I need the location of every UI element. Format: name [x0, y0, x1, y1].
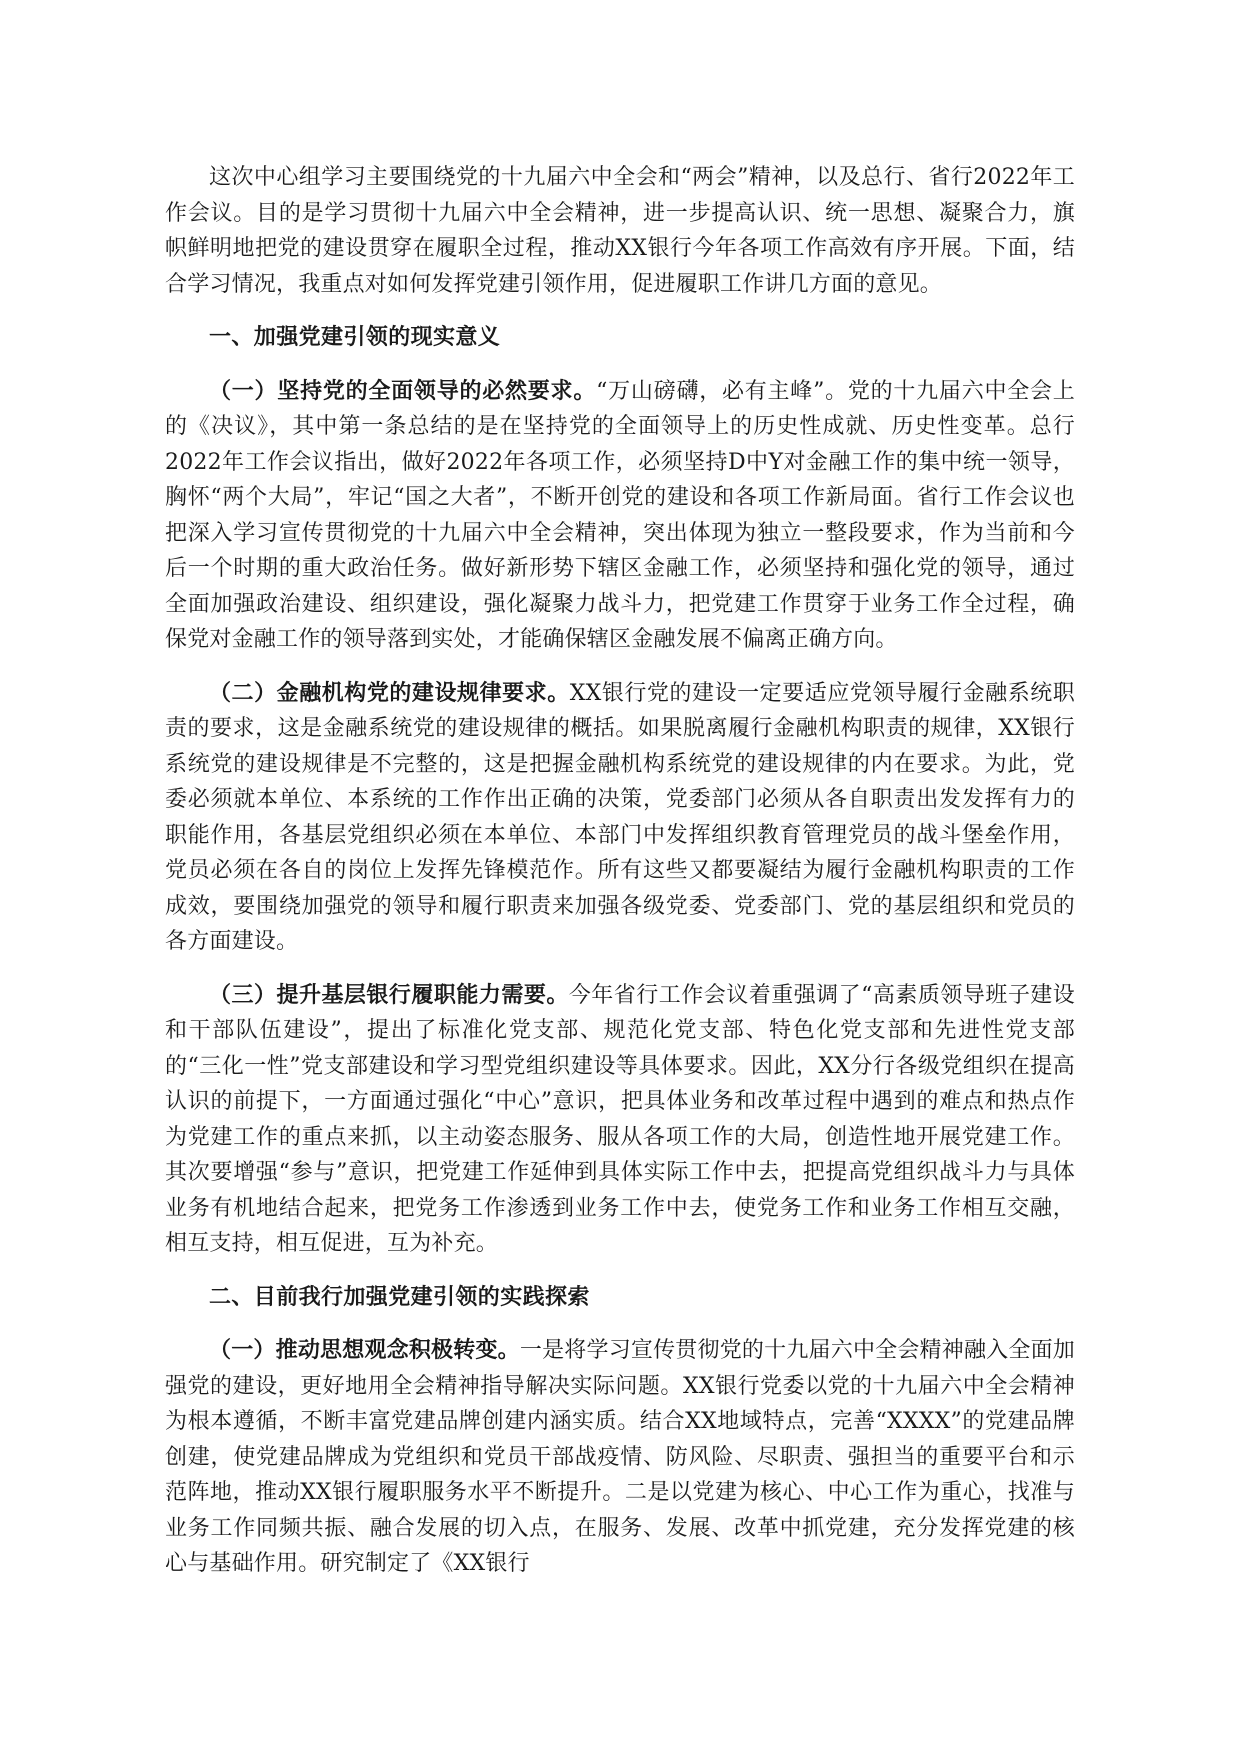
section-2-item-1-body: 一是将学习宣传贯彻党的十九届六中全会精神融入全面加强党的建设，更好地用全会精神指导解决实际问题。XX银行党委以党的十九届六中全会精神为根本遵循，不断丰富党建品牌创建内涵实质。结合XX地域特点，完善“XXXX”的党建品牌创建，使党建品牌成为党组织和党员干部战疫情、防风险、尽职责、强担当的重要平台和示范阵地，推动XX银行履职服务水平不断提升。二是以党建为核心、中心工作为重心，找准与业务工作同频共振、融合发展的切入点，在服务、发展、改革中抓党建，充分发挥党建的核心与基础作用。研究制定了《XX银行 — [165, 1338, 1075, 1576]
section-1-item-1-lead: （一）坚持党的全面领导的必然要求。 — [209, 378, 597, 404]
section-1-item-1 — [165, 374, 1075, 658]
section-1-item-2-body: XX银行党的建设一定要适应党领导履行金融系统职责的要求，这是金融系统党的建设规律的概括。如果脱离履行金融机构职责的规律，XX银行系统党的建设规律是不完整的，这是把握金融机构系统党的建设规律的内在要求。为此，党委必须就本单位、本系统的工作作出正确的决策，党委部门必须从各自职责出发发挥有力的职能作用，各基层党组织必须在本单位、本部门中发挥组织教育管理党员的战斗堡垒作用，党员必须在各自的岗位上发挥先锋模范作。所有这些又都要凝结为履行金融机构职责的工作成效，要围绕加强党的领导和履行职责来加强各级党委、党委部门、党的基层组织和党员的各方面建设。 — [165, 680, 1075, 954]
intro-paragraph: 这次中心组学习主要围绕党的十九届六中全会和“两会”精神，以及总行、省行2022年工作会议。目的是学习贯彻十九届六中全会精神，进一步提高认识、统一思想、凝聚合力，旗帜鲜明地把党的建设贯穿在履职全过程，推动XX银行今年各项工作高效有序开展。下面，结合学习情况，我重点对如何发挥党建引领作用，促进履职工作讲几方面的意见。 — [165, 165, 1075, 297]
section-1-heading: 一、加强党建引领的现实意义 — [209, 325, 501, 350]
section-1-item-1-body: “万山磅礴，必有主峰”。党的十九届六中全会上的《决议》，其中第一条总结的是在坚持党的全面领导上的历史性成就、历史性变革。总行2022年工作会议指出，做好2022年各项工作，必须坚持D中Y对金融工作的集中统一领导，胸怀“两个大局”，牢记“国之大者”，不断开创党的建设和各项工作新局面。省行工作会议也把深入学习宣传贯彻党的十九届六中全会精神，突出体现为独立一整段要求，作为当前和今后一个时期的重大政治任务。做好新形势下辖区金融工作，必须坚持和强化党的领导，通过全面加强政治建设、组织建设，强化凝聚力战斗力，把党建工作贯穿于业务工作全过程，确保党对金融工作的领导落到实处，才能确保辖区金融发展不偏离正确方向。 — [165, 378, 1075, 652]
section-2-heading: 二、目前我行加强党建引领的实践探索 — [209, 1284, 590, 1310]
section-1-item-3-lead: （三）提升基层银行履职能力需要。 — [209, 982, 569, 1008]
section-1-item-3-body: 今年省行工作会议着重强调了“高素质领导班子建设和干部队伍建设”，提出了标准化党支部、规范化党支部、特色化党支部和先进性党支部的“三化一性”党支部建设和学习型党组织建设等具体要求。因此，XX分行各级党组织在提高认识的前提下，一方面通过强化“中心”意识，把具体业务和改革过程中遇到的难点和热点作为党建工作的重点来抓，以主动姿态服务、服从各项工作的大局，创造性地开展党建工作。其次要增强“参与”意识，把党建工作延伸到具体实际工作中去，把提高党组织战斗力与具体业务有机地结合起来，把党务工作渗透到业务工作中去，使党务工作和业务工作相互交融，相互支持，相互促进，互为补充。 — [165, 982, 1075, 1256]
section-2-item-1-lead: （一）推动思想观念积极转变。 — [209, 1338, 520, 1363]
document-page — [165, 160, 1075, 1582]
section-2-item-1 — [165, 1333, 1075, 1582]
section-1-item-2 — [165, 676, 1075, 960]
section-1-item-3 — [165, 978, 1075, 1262]
section-1-item-2-lead: （二）金融机构党的建设规律要求。 — [209, 680, 570, 706]
